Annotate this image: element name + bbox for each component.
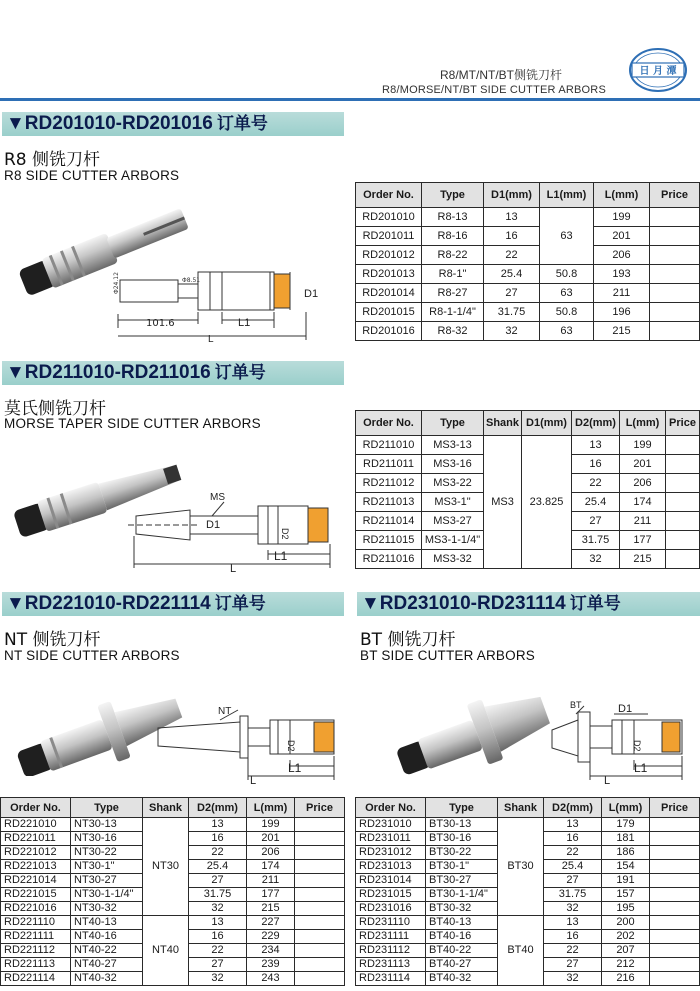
- nt-title-en: NT SIDE CUTTER ARBORS: [4, 648, 180, 663]
- morse-col-price: Price: [666, 411, 700, 436]
- table-cell: RD221011: [1, 832, 71, 846]
- table-cell: RD211010: [356, 436, 422, 455]
- table-cell: RD221112: [1, 944, 71, 958]
- table-cell: 193: [594, 265, 650, 284]
- nt-col-order: Order No.: [1, 798, 71, 818]
- table-cell: [295, 972, 345, 986]
- table-cell: 27: [572, 512, 620, 531]
- table-cell: 211: [247, 874, 295, 888]
- table-cell: [295, 958, 345, 972]
- table-cell: 22: [484, 246, 540, 265]
- table-cell: NT40-13: [71, 916, 143, 930]
- table-cell: MS3-22: [422, 474, 484, 493]
- table-cell: 177: [620, 531, 666, 550]
- nt-dim-nt: NT: [218, 706, 232, 717]
- table-cell: R8-32: [422, 322, 484, 341]
- table-cell: 181: [602, 832, 650, 846]
- table-cell: [295, 832, 345, 846]
- table-cell: BT30-27: [426, 874, 498, 888]
- table-row: [356, 436, 700, 455]
- nt-dim-d2: D2: [286, 740, 296, 752]
- table-cell: 22: [189, 944, 247, 958]
- table-cell: NT30-13: [71, 818, 143, 832]
- table-cell: 239: [247, 958, 295, 972]
- table-cell: [650, 227, 700, 246]
- table-cell: RD201011: [356, 227, 422, 246]
- table-cell: BT30-22: [426, 846, 498, 860]
- table-row: [1, 916, 345, 930]
- table-cell: R8-13: [422, 208, 484, 227]
- table-cell: BT40-22: [426, 944, 498, 958]
- morse-col-d2: D2(mm): [572, 411, 620, 436]
- table-cell: RD201013: [356, 265, 422, 284]
- table-row: [1, 818, 345, 832]
- table-cell: [295, 846, 345, 860]
- table-cell: 22: [544, 944, 602, 958]
- table-cell: 13: [544, 818, 602, 832]
- bt-dim-bt: BT: [570, 700, 582, 710]
- bt-col-price: Price: [650, 798, 700, 818]
- banner-bt: [357, 592, 700, 616]
- r8-dim-l: L: [208, 334, 214, 344]
- table-cell: 186: [602, 846, 650, 860]
- table-cell: R8-16: [422, 227, 484, 246]
- table-cell: 216: [602, 972, 650, 986]
- banner-nt-cn: 订单号: [214, 594, 266, 613]
- table-cell: 13: [189, 818, 247, 832]
- banner-morse: [2, 361, 344, 385]
- table-cell: [666, 493, 700, 512]
- table-cell: 16: [189, 930, 247, 944]
- table-cell: R8-1": [422, 265, 484, 284]
- table-cell: [650, 846, 700, 860]
- table-cell: [650, 888, 700, 902]
- table-cell: BT40-13: [426, 916, 498, 930]
- table-cell: 177: [247, 888, 295, 902]
- nt-col-type: Type: [71, 798, 143, 818]
- table-cell: 215: [594, 322, 650, 341]
- table-cell: 207: [602, 944, 650, 958]
- r8-dim-l1: L1: [238, 317, 251, 329]
- table-cell: BT30-1-1/4": [426, 888, 498, 902]
- table-cell: [650, 916, 700, 930]
- table-cell: 202: [602, 930, 650, 944]
- table-cell: 31.75: [484, 303, 540, 322]
- table-cell: 27: [484, 284, 540, 303]
- table-cell: R8-27: [422, 284, 484, 303]
- table-cell: 243: [247, 972, 295, 986]
- table-cell: [295, 874, 345, 888]
- table-cell: 27: [189, 874, 247, 888]
- table-cell: [650, 284, 700, 303]
- nt-col-l: L(mm): [247, 798, 295, 818]
- table-cell: [650, 930, 700, 944]
- table-cell: 16: [544, 832, 602, 846]
- bt-title-cn: BT 侧铣刀杆: [360, 630, 456, 650]
- table-cell: MS3-13: [422, 436, 484, 455]
- table-cell: 215: [247, 902, 295, 916]
- table-cell: 199: [594, 208, 650, 227]
- table-cell: [650, 246, 700, 265]
- table-row: [356, 227, 700, 246]
- morse-title-cn: 莫氏侧铣刀杆: [4, 399, 106, 419]
- table-cell: RD201015: [356, 303, 422, 322]
- table-cell: [650, 265, 700, 284]
- table-row: [356, 246, 700, 265]
- table-cell: RD231113: [356, 958, 426, 972]
- table-cell: RD211014: [356, 512, 422, 531]
- table-cell: NT30-16: [71, 832, 143, 846]
- nt-title-cn: NT 侧铣刀杆: [4, 630, 101, 650]
- table-cell: [666, 512, 700, 531]
- morse-col-shank: Shank: [484, 411, 522, 436]
- table-cell: [650, 958, 700, 972]
- table-cell: 50.8: [540, 303, 594, 322]
- nt-col-price: Price: [295, 798, 345, 818]
- table-cell: RD201016: [356, 322, 422, 341]
- banner-bt-code: ▼RD231010-RD231114: [361, 593, 566, 614]
- table-cell: 154: [602, 860, 650, 874]
- table-cell: 191: [602, 874, 650, 888]
- table-cell: BT40-16: [426, 930, 498, 944]
- table-cell: RD221015: [1, 888, 71, 902]
- table-cell: R8-1-1/4": [422, 303, 484, 322]
- banner-nt-code: ▼RD221010-RD221114: [6, 593, 211, 614]
- r8-col-order: Order No.: [356, 183, 422, 208]
- bt-dim-l: L: [604, 775, 611, 784]
- table-cell: NT30-27: [71, 874, 143, 888]
- table-cell: 16: [484, 227, 540, 246]
- r8-col-type: Type: [422, 183, 484, 208]
- morse-col-l: L(mm): [620, 411, 666, 436]
- bt-dim-d1: D1: [618, 703, 633, 715]
- table-cell: RD221012: [1, 846, 71, 860]
- table-cell: RD221113: [1, 958, 71, 972]
- nt-dimension-sketch: [150, 700, 350, 784]
- table-cell: 201: [594, 227, 650, 246]
- table-row: [356, 322, 700, 341]
- table-cell: 201: [620, 455, 666, 474]
- table-cell: 206: [620, 474, 666, 493]
- r8-dim-length: 101.6: [146, 318, 175, 329]
- table-cell: MS3-32: [422, 550, 484, 569]
- table-cell: 234: [247, 944, 295, 958]
- table-cell: 16: [572, 455, 620, 474]
- table-cell: 25.4: [544, 860, 602, 874]
- table-cell: NT40-16: [71, 930, 143, 944]
- table-row: [356, 284, 700, 303]
- table-cell: 16: [544, 930, 602, 944]
- table-cell: 174: [620, 493, 666, 512]
- table-cell: MS3-1-1/4": [422, 531, 484, 550]
- table-cell: RD221016: [1, 902, 71, 916]
- table-cell: [666, 531, 700, 550]
- banner-morse-code: ▼RD211010-RD211016: [6, 362, 211, 383]
- header-title-en: R8/MORSE/NT/BT SIDE CUTTER ARBORS: [382, 84, 606, 96]
- table-cell: [666, 436, 700, 455]
- table-cell: RD231112: [356, 944, 426, 958]
- bt-dim-l1: L1: [634, 761, 648, 775]
- banner-bt-cn: 订单号: [569, 594, 621, 613]
- table-cell: [666, 550, 700, 569]
- table-cell: RD231110: [356, 916, 426, 930]
- table-cell: RD231016: [356, 902, 426, 916]
- table-cell: [295, 860, 345, 874]
- table-cell: 27: [544, 874, 602, 888]
- banner-morse-cn: 订单号: [214, 363, 266, 382]
- table-cell: [650, 322, 700, 341]
- table-cell: RD221110: [1, 916, 71, 930]
- table-cell: RD211011: [356, 455, 422, 474]
- company-logo: [628, 46, 688, 94]
- table-cell: 13: [484, 208, 540, 227]
- table-cell: BT30: [498, 818, 544, 916]
- bt-col-d2: D2(mm): [544, 798, 602, 818]
- table-cell: [650, 944, 700, 958]
- table-cell: 25.4: [572, 493, 620, 512]
- r8-dim-d1: D1: [304, 288, 319, 300]
- table-cell: NT30: [143, 818, 189, 916]
- table-cell: [295, 902, 345, 916]
- table-cell: NT40-27: [71, 958, 143, 972]
- table-row: [356, 818, 700, 832]
- table-cell: RD221014: [1, 874, 71, 888]
- table-cell: RD231012: [356, 846, 426, 860]
- table-cell: RD231013: [356, 860, 426, 874]
- table-cell: 25.4: [189, 860, 247, 874]
- morse-table: [355, 410, 700, 569]
- table-cell: 23.825: [522, 436, 572, 569]
- table-cell: [295, 944, 345, 958]
- table-cell: 16: [189, 832, 247, 846]
- table-cell: RD211016: [356, 550, 422, 569]
- morse-dim-d1: D1: [206, 519, 221, 531]
- table-cell: 195: [602, 902, 650, 916]
- r8-col-price: Price: [650, 183, 700, 208]
- table-cell: MS3-16: [422, 455, 484, 474]
- table-cell: [295, 916, 345, 930]
- table-cell: BT40-32: [426, 972, 498, 986]
- bt-table: [355, 797, 700, 986]
- morse-dim-l1: L1: [274, 549, 288, 563]
- nt-col-shank: Shank: [143, 798, 189, 818]
- table-cell: 25.4: [484, 265, 540, 284]
- table-cell: 13: [544, 916, 602, 930]
- table-cell: 199: [247, 818, 295, 832]
- table-cell: 50.8: [540, 265, 594, 284]
- table-cell: [666, 474, 700, 493]
- table-cell: NT30-1": [71, 860, 143, 874]
- table-cell: RD231015: [356, 888, 426, 902]
- table-cell: 32: [572, 550, 620, 569]
- table-cell: 32: [544, 902, 602, 916]
- table-cell: BT30-13: [426, 818, 498, 832]
- table-cell: RD231011: [356, 832, 426, 846]
- table-cell: NT30-1-1/4": [71, 888, 143, 902]
- table-cell: [650, 208, 700, 227]
- table-cell: MS3: [484, 436, 522, 569]
- banner-r8-code: ▼RD201010-RD201016: [6, 113, 213, 134]
- table-cell: [295, 818, 345, 832]
- table-cell: 32: [189, 902, 247, 916]
- table-cell: 27: [189, 958, 247, 972]
- bt-col-shank: Shank: [498, 798, 544, 818]
- table-cell: 199: [620, 436, 666, 455]
- r8-dimension-sketch: [110, 262, 340, 344]
- r8-col-d1: D1(mm): [484, 183, 540, 208]
- morse-col-type: Type: [422, 411, 484, 436]
- bt-title-en: BT SIDE CUTTER ARBORS: [360, 648, 535, 663]
- nt-dim-l1: L1: [288, 761, 302, 775]
- nt-col-d2: D2(mm): [189, 798, 247, 818]
- table-cell: BT40: [498, 916, 544, 986]
- nt-table: [0, 797, 345, 986]
- bt-col-l: L(mm): [602, 798, 650, 818]
- morse-dim-ms: MS: [210, 492, 225, 503]
- table-cell: 211: [594, 284, 650, 303]
- table-cell: NT40: [143, 916, 189, 986]
- table-cell: BT30-16: [426, 832, 498, 846]
- bt-dim-d2: D2: [632, 740, 642, 752]
- table-cell: 63: [540, 208, 594, 265]
- table-cell: 229: [247, 930, 295, 944]
- banner-r8: [2, 112, 344, 136]
- table-cell: MS3-27: [422, 512, 484, 531]
- table-cell: RD221013: [1, 860, 71, 874]
- bt-arbor-photo: [388, 676, 558, 776]
- header-divider: [0, 98, 700, 101]
- table-cell: NT30-22: [71, 846, 143, 860]
- table-cell: 63: [540, 322, 594, 341]
- morse-dimension-sketch: [126, 488, 346, 572]
- table-cell: 211: [620, 512, 666, 531]
- table-cell: 157: [602, 888, 650, 902]
- table-cell: BT30-32: [426, 902, 498, 916]
- table-cell: NT30-32: [71, 902, 143, 916]
- table-row: [356, 265, 700, 284]
- table-row: [356, 208, 700, 227]
- table-cell: BT30-1": [426, 860, 498, 874]
- table-cell: RD221114: [1, 972, 71, 986]
- table-cell: RD231010: [356, 818, 426, 832]
- table-cell: [666, 455, 700, 474]
- table-cell: RD231114: [356, 972, 426, 986]
- table-cell: NT40-22: [71, 944, 143, 958]
- table-cell: 31.75: [572, 531, 620, 550]
- table-cell: 32: [484, 322, 540, 341]
- morse-dim-l: L: [230, 563, 237, 572]
- table-cell: [650, 303, 700, 322]
- bt-dimension-sketch: [548, 700, 700, 784]
- table-cell: BT40-27: [426, 958, 498, 972]
- r8-col-l: L(mm): [594, 183, 650, 208]
- r8-title-cn: R8 侧铣刀杆: [4, 150, 101, 170]
- table-cell: 13: [189, 916, 247, 930]
- table-cell: MS3-1": [422, 493, 484, 512]
- table-cell: [295, 930, 345, 944]
- table-cell: 32: [544, 972, 602, 986]
- table-cell: 206: [247, 846, 295, 860]
- r8-col-l1: L1(mm): [540, 183, 594, 208]
- table-cell: [295, 888, 345, 902]
- logo-text: 日 月 潭: [639, 66, 677, 77]
- table-row: [356, 303, 700, 322]
- r8-title-en: R8 SIDE CUTTER ARBORS: [4, 168, 180, 183]
- table-cell: 227: [247, 916, 295, 930]
- table-cell: RD201014: [356, 284, 422, 303]
- banner-nt: [2, 592, 344, 616]
- table-cell: [650, 972, 700, 986]
- table-cell: RD201012: [356, 246, 422, 265]
- table-cell: 31.75: [544, 888, 602, 902]
- table-cell: 22: [572, 474, 620, 493]
- table-cell: 174: [247, 860, 295, 874]
- table-cell: 13: [572, 436, 620, 455]
- bt-col-type: Type: [426, 798, 498, 818]
- nt-dim-l: L: [250, 775, 257, 784]
- table-cell: 200: [602, 916, 650, 930]
- table-cell: RD211012: [356, 474, 422, 493]
- r8-dim-dsmall: Φ8.51: [182, 277, 201, 284]
- bt-col-order: Order No.: [356, 798, 426, 818]
- table-cell: [650, 860, 700, 874]
- table-cell: 179: [602, 818, 650, 832]
- table-cell: 215: [620, 550, 666, 569]
- header-title-cn: R8/MT/NT/BT侧铣刀杆: [440, 68, 562, 82]
- table-cell: 22: [189, 846, 247, 860]
- table-cell: 196: [594, 303, 650, 322]
- table-cell: RD211013: [356, 493, 422, 512]
- morse-title-en: MORSE TAPER SIDE CUTTER ARBORS: [4, 416, 261, 431]
- table-cell: RD211015: [356, 531, 422, 550]
- table-cell: 212: [602, 958, 650, 972]
- banner-r8-cn: 订单号: [216, 114, 268, 133]
- morse-col-d1: D1(mm): [522, 411, 572, 436]
- table-cell: 63: [540, 284, 594, 303]
- morse-col-order: Order No.: [356, 411, 422, 436]
- morse-dim-d2: D2: [280, 528, 290, 540]
- table-cell: 32: [189, 972, 247, 986]
- table-cell: 22: [544, 846, 602, 860]
- r8-table: [355, 182, 700, 341]
- table-cell: RD201010: [356, 208, 422, 227]
- table-cell: RD221111: [1, 930, 71, 944]
- table-row: [356, 916, 700, 930]
- table-cell: RD231014: [356, 874, 426, 888]
- table-cell: 201: [247, 832, 295, 846]
- table-cell: [650, 818, 700, 832]
- table-cell: 27: [544, 958, 602, 972]
- table-cell: 206: [594, 246, 650, 265]
- table-cell: [650, 874, 700, 888]
- table-cell: RD221010: [1, 818, 71, 832]
- table-cell: NT40-32: [71, 972, 143, 986]
- table-cell: R8-22: [422, 246, 484, 265]
- table-cell: RD231111: [356, 930, 426, 944]
- table-cell: [650, 902, 700, 916]
- table-cell: [650, 832, 700, 846]
- table-cell: 31.75: [189, 888, 247, 902]
- r8-dim-dshort: Φ24.12: [113, 272, 120, 294]
